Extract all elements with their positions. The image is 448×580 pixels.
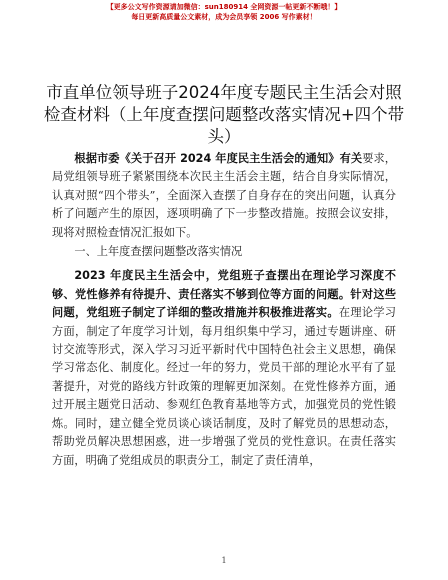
document-body bbox=[52, 150, 396, 470]
rectification-paragraph bbox=[52, 267, 396, 469]
promo-banner bbox=[0, 2, 448, 22]
rectification-bold-text: 2023 年度民主生活会中，党组班子查摆出在理论学习深度不够、党性修养有待提升、责任落实不够到位等方面的问题。针对这些问题，党组班子制定了详细的整改措施并积极推进落实。 bbox=[52, 269, 396, 320]
section-heading: 一、上年度查摆问题整改落实情况 bbox=[74, 245, 243, 259]
rectification-text: 在理论学习方面，制定了年度学习计划，每月组织集中学习，通过专题讲座、研讨交流等形式，深入学习习近平新时代中国特色社会主义思想，确保学习常态化、制度化。经过一年的努力，党员干部的理论水平有了显著提升，对党的路线方针政策的理解更加深刻。在党性修养方面，通过开展主题党日活动、参观红色教育基地等方式，加强党员的党性锻炼。同时，建立健全党员谈心谈话制度，及时了解党员的思想动态，帮助党员解决思想困惑，进一步增强了党员的党性意识。在责任落实方面，明确了党组成员的职责分工，制定了责任清单， bbox=[52, 306, 396, 467]
intro-text: 要求，局党组领导班子紧紧围绕本次民主生活会主题，结合自身实际情况，认真对照“四个带头”，全面深入查摆了自身存在的突出问题，认真分析了问题产生的原因，逐项明确了下一步整改措施。按照会议安排，现将对照检查情况汇报如下。 bbox=[52, 152, 396, 239]
page-number: 1 bbox=[221, 556, 227, 565]
promo-banner-line1: 【更多公文写作资源请加微信：sun180914 全网资源一帖更新不断哦！】 bbox=[106, 3, 342, 11]
promo-banner-line2: 每日更新高质量公文素材，成为会员享领 2006 写作素材！ bbox=[131, 13, 317, 21]
intro-paragraph bbox=[52, 150, 396, 242]
intro-bold-text: 根据市委《关于召开 2024 年度民主生活会的通知》有关 bbox=[74, 152, 363, 165]
document-title: 市直单位领导班子2024年度专题民主生活会对照检查材料（上年度查摆问题整改落实情况+四个带头） bbox=[43, 83, 405, 146]
